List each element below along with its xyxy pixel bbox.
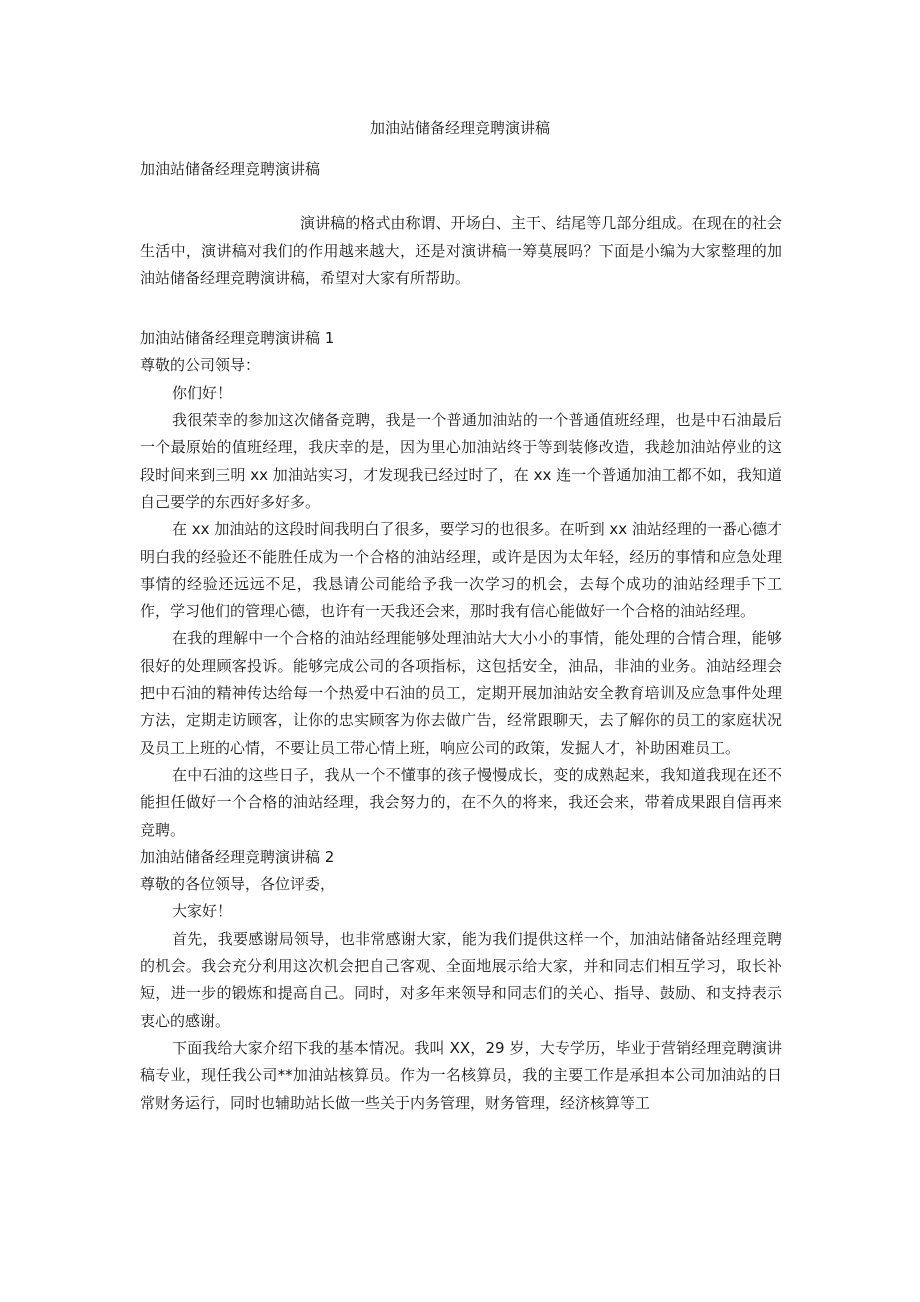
- speech2-greeting: 大家好！: [172, 902, 233, 921]
- document-subtitle: 加油站储备经理竞聘演讲稿: [140, 160, 321, 178]
- speech1-paragraph: 在我的理解中一个合格的油站经理能够处理油站大大小小的事情，能处理的合情合理，能够很好的处理顾客投诉。能够完成公司的各项指标，这包括安全，油品，非油的业务。油站经理会把中石油的精神传达给每一个热爱中石油的员工，定期开展加油站安全教育培训及应急事件处理方法，定期走访顾客，让你的忠实顾客为你去做广告，经常跟聊天，去了解你的员工的家庭状况及员工上班的心情，不要让员工带心情上班，响应公司的政策，发掘人才，补助困难员工。: [140, 629, 782, 757]
- intro-paragraph: 演讲稿的格式由称谓、开场白、主干、结尾等几部分组成。在现在的社会生活中，演讲稿对我们的作用越来越大，还是对演讲稿一筹莫展吗？下面是小编为大家整理的加油站储备经理竞聘演讲稿，希望对大家有所帮助。: [140, 214, 782, 287]
- speech2-salutation: 尊敬的各位领导，各位评委，: [140, 875, 336, 894]
- document-body: [140, 156, 782, 1117]
- speech1-heading: 加油站储备经理竞聘演讲稿 1: [140, 329, 335, 348]
- speech2-heading: 加油站储备经理竞聘演讲稿 2: [140, 847, 335, 866]
- speech1-greeting: 你们好！: [172, 383, 233, 402]
- speech1-paragraph: 我很荣幸的参加这次储备竞聘，我是一个普通加油站的一个普通值班经理，也是中石油最后一个最原始的值班经理，我庆幸的是，因为里心加油站终于等到装修改造，我趁加油站停业的这段时间来到三明 xx 加油站实习，才发现我已经过时了，在 xx 连一个普通加油工都不如，我知道自己要学的东西好多好多。: [140, 411, 782, 511]
- speech1-paragraph: 在中石油的这些日子，我从一个不懂事的孩子慢慢成长，变的成熟起来，我知道我现在还不能担任做好一个合格的油站经理，我会努力的，在不久的将来，我还会来，带着成果跟自信再来竞聘。: [140, 765, 782, 839]
- speech2-paragraph: 首先，我要感谢局领导，也非常感谢大家，能为我们提供这样一个，加油站储备站经理竞聘的机会。我会充分利用这次机会把自己客观、全面地展示给大家，并和同志们相互学习，取长补短，进一步的锻炼和提高自己。同时，对多年来领导和同志们的关心、指导、鼓励、和支持表示衷心的感谢。: [140, 929, 782, 1030]
- document-title: 加油站储备经理竞聘演讲稿: [369, 119, 550, 137]
- speech1-salutation: 尊敬的公司领导：: [140, 356, 261, 375]
- speech1-paragraph: 在 xx 加油站的这段时间我明白了很多，要学习的也很多。在听到 xx 油站经理的一番心德才明白我的经验还不能胜任成为一个合格的油站经理，或许是因为太年轻，经历的事情和应急处理事情的经验还远远不足，我恳请公司能给予我一次学习的机会，去每个成功的油站经理手下工作，学习他们的管理心德，也许有一天我还会来，那时我有信心能做好一个合格的油站经理。: [140, 520, 782, 621]
- speech2-paragraph: 下面我给大家介绍下我的基本情况。我叫 XX，29 岁，大专学历，毕业于营销经理竞聘演讲稿专业，现任我公司**加油站核算员。作为一名核算员，我的主要工作是承担本公司加油站的日常财务运行，同时也辅助站长做一些关于内务管理，财务管理，经济核算等工: [140, 1038, 782, 1112]
